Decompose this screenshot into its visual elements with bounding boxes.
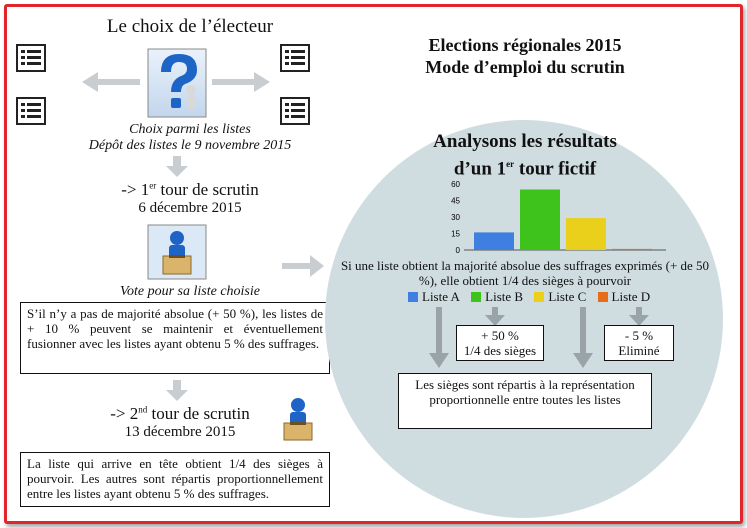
majority-result-box: + 50 % 1/4 des sièges [456,325,544,361]
y-tick-label: 15 [451,229,460,239]
no-majority-box: S’il n’y a pas de majorité absolue (+ 50 %), les listes de + 10 % peuvent se maintenir et éventuellement fusionner avec les listes ayant obtenu 5 % des suffrages. [20,302,330,374]
arrow-down-icon [165,156,189,178]
analysis-title: Analysons les résultats d’un 1er tour fictif [433,131,617,180]
voter-ballot-box-icon [147,224,207,280]
legend-item: Liste C [534,289,586,305]
legend-swatch [408,292,418,302]
second-round-date: 13 décembre 2015 [124,424,236,440]
chart-legend [408,289,708,306]
first-round-date: 6 décembre 2015 [138,200,242,216]
arrow-down-icon [484,307,506,327]
deposit-date-text: Dépôt des listes le 9 novembre 2015 [88,138,292,153]
arrow-right-icon [282,253,326,279]
voter-choice-title: Le choix de l’électeur [106,16,274,37]
list-icon-top-right [280,44,310,72]
results-bar-chart [440,176,670,258]
bar-liste-a [474,232,514,250]
voter-ballot-box-icon [278,396,318,442]
proportional-box: Les sièges sont répartis à la représentation proportionnelle entre toutes les listes [398,373,652,429]
arrow-down-icon [165,380,189,402]
legend-swatch [534,292,544,302]
arrow-left-icon [80,70,140,94]
list-icon-bottom-left [16,97,46,125]
legend-swatch [471,292,481,302]
legend-item: Liste B [471,289,523,305]
legend-item: Liste A [408,289,460,305]
legend-item: Liste D [598,289,651,305]
y-tick-label: 60 [451,180,460,189]
second-round-title: -> 2nd tour de scrutin [110,404,250,423]
list-icon-top-left [16,44,46,72]
bar-liste-b [520,190,560,251]
vote-text: Vote pour sa liste choisie [120,284,260,299]
first-round-title: -> 1er tour de scrutin [121,180,259,199]
y-tick-label: 0 [455,246,460,255]
bar-liste-c [566,218,606,250]
y-tick-label: 30 [451,213,460,222]
arrow-right-icon [212,70,272,94]
arrow-down-icon [572,307,594,369]
y-tick-label: 45 [451,196,460,206]
second-round-box: La liste qui arrive en tête obtient 1/4 des sièges à pourvoir. Les autres sont répartis proportionnellement entre les listes ayant obtenu 5 % des suffrages. [20,452,330,507]
legend-swatch [598,292,608,302]
arrow-down-icon [628,307,650,327]
infographic-title: Elections régionales 2015 Mode d’emploi du scrutin [425,35,625,77]
bar-liste-d [612,249,652,250]
arrow-down-icon [428,307,450,369]
eliminated-box: - 5 % Eliminé [604,325,674,361]
choice-text: Choix parmi les listes [129,122,251,137]
question-mark-figure-icon [147,48,207,118]
list-icon-bottom-right [280,97,310,125]
majority-explanation: Si une liste obtient la majorité absolue des suffrages exprimés (+ de 50 %), elle obtient 1/4 des sièges à pourvoir [340,258,710,288]
